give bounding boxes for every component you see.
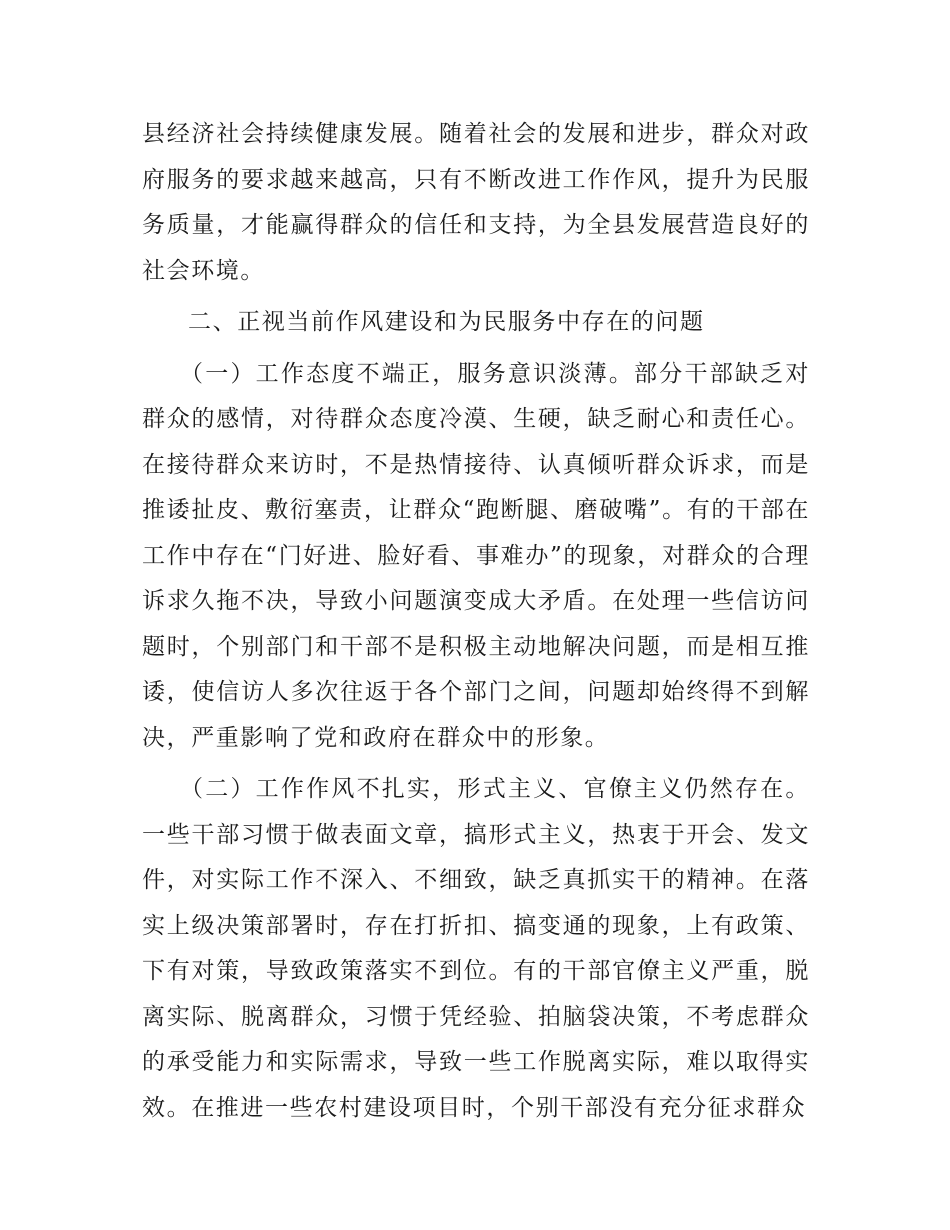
paragraph-item-2: （二）工作作风不扎实，形式主义、官僚主义仍然存在。一些干部习惯于做表面文章，搞形式主义，热衷于开会、发文件，对实际工作不深入、不细致，缺乏真抓实干的精神。在落实上级决策部署时，存在打折扣、搞变通的现象，上有政策、下有对策，导致政策落实不到位。有的干部官僚主义严重，脱离实际、脱离群众，习惯于凭经验、拍脑袋决策，不考虑群众的承受能力和实际需求，导致一些工作脱离实际，难以取得实效。在推进一些农村建设项目时，个别干部没有充分征求群众 [142,776,810,1121]
paragraph-continuation: 县经济社会持续健康发展。随着社会的发展和进步，群众对政府服务的要求越来越高，只有不断改进工作作风，提升为民服务质量，才能赢得群众的信任和支持，为全县发展营造良好的社会环境。 [142,121,810,284]
document-page [142,112,810,1137]
section-heading: 二、正视当前作风建设和为民服务中存在的问题 [188,309,705,335]
paragraph-item-1: （一）工作态度不端正，服务意识淡薄。部分干部缺乏对群众的感情，对待群众态度冷漠、生硬，缺乏耐心和责任心。在接待群众来访时，不是热情接待、认真倾听群众诉求，而是推诿扯皮、敷衍塞责，让群众“跑断腿、磨破嘴”。有的干部在工作中存在“门好进、脸好看、事难办”的现象，对群众的合理诉求久拖不决，导致小问题演变成大矛盾。在处理一些信访问题时，个别部门和干部不是积极主动地解决问题，而是相互推诿，使信访人多次往返于各个部门之间，问题却始终得不到解决，严重影响了党和政府在群众中的形象。 [142,360,810,751]
